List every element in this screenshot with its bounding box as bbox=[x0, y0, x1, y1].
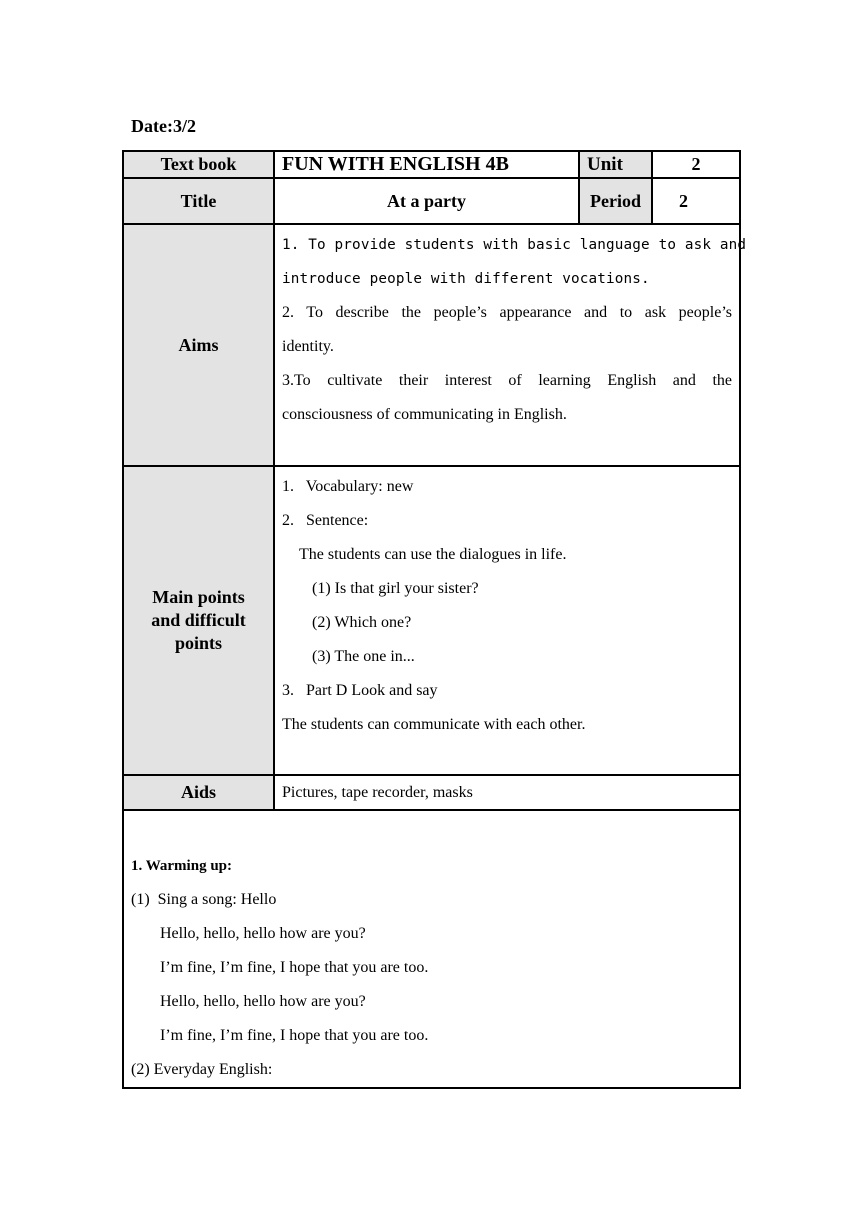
aims-label: Aims bbox=[123, 224, 274, 466]
procedure-content bbox=[123, 810, 740, 1088]
document-date: Date:3/2 bbox=[131, 116, 196, 136]
lesson-plan-table bbox=[122, 150, 747, 1089]
aims-line: consciousness of communicating in English. bbox=[282, 406, 567, 423]
main-points-label-line: Main points bbox=[152, 587, 245, 607]
points-line: 1. Vocabulary: new bbox=[282, 478, 414, 495]
unit-value: 2 bbox=[652, 151, 740, 178]
aims-line: introduce people with different vocations. bbox=[282, 271, 650, 287]
textbook-label: Text book bbox=[123, 151, 274, 178]
row-aids bbox=[123, 775, 740, 810]
aids-value: Pictures, tape recorder, masks bbox=[274, 775, 740, 810]
aims-line: 1. To provide students with basic language to ask and bbox=[282, 237, 747, 253]
aids-label: Aids bbox=[123, 775, 274, 810]
procedure-line: Hello, hello, hello how are you? bbox=[160, 925, 366, 942]
main-points-content bbox=[274, 466, 740, 775]
points-line: (1) Is that girl your sister? bbox=[312, 580, 479, 597]
points-line: (2) Which one? bbox=[312, 614, 412, 631]
points-line: 3. Part D Look and say bbox=[282, 682, 438, 699]
procedure-line: I’m fine, I’m fine, I hope that you are too. bbox=[160, 959, 429, 976]
aims-line: 3.To cultivate their interest of learning English and the bbox=[282, 372, 732, 389]
points-line: The students can use the dialogues in life. bbox=[299, 546, 567, 563]
points-line: 2. Sentence: bbox=[282, 512, 369, 529]
points-line: The students can communicate with each other. bbox=[282, 716, 586, 733]
main-points-label-line: points bbox=[174, 633, 223, 653]
procedure-line: (1) Sing a song: Hello bbox=[131, 891, 277, 908]
row-aims bbox=[123, 224, 740, 466]
unit-label: Unit bbox=[579, 151, 652, 178]
title-label: Title bbox=[123, 178, 274, 224]
aims-line: 2. To describe the people’s appearance and to ask people’s bbox=[282, 304, 732, 321]
main-points-label bbox=[123, 466, 274, 775]
points-line: (3) The one in... bbox=[312, 648, 415, 665]
procedure-heading: 1. Warming up: bbox=[131, 858, 232, 874]
textbook-value: FUN WITH ENGLISH 4B bbox=[274, 151, 579, 178]
title-value: At a party bbox=[274, 178, 579, 224]
aims-content bbox=[274, 224, 747, 466]
row-procedure bbox=[123, 810, 740, 1088]
procedure-line: Hello, hello, hello how are you? bbox=[160, 993, 366, 1010]
procedure-line: I’m fine, I’m fine, I hope that you are too. bbox=[160, 1027, 429, 1044]
main-points-label-line: and difficult bbox=[151, 610, 246, 630]
row-main-points bbox=[123, 466, 740, 775]
procedure-line: (2) Everyday English: bbox=[131, 1061, 273, 1078]
row-textbook bbox=[123, 151, 740, 178]
period-value: 2 bbox=[652, 178, 740, 224]
period-label: Period bbox=[579, 178, 652, 224]
aims-line: identity. bbox=[282, 338, 334, 355]
row-title bbox=[123, 178, 740, 224]
